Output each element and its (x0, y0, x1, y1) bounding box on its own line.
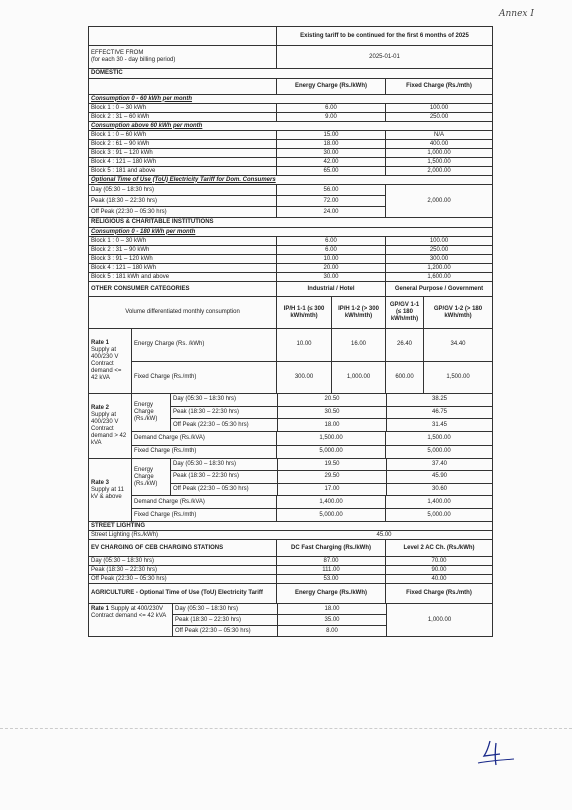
block-row (88, 255, 493, 264)
domestic-tou-group (88, 185, 493, 218)
general-value: 46.75 (386, 407, 492, 419)
gp-gv-1-2-header: GP/GV 1-2 (> 180 kWh/mth) (423, 297, 492, 328)
tou-row (171, 470, 492, 482)
block-fixed: N/A (385, 131, 492, 139)
street-value: 45.00 (376, 531, 392, 538)
block-label: Block 4 : 121 – 180 kWh (91, 158, 157, 165)
block-row (88, 140, 493, 149)
domestic-sub2-row (88, 122, 493, 131)
effective-from-row (88, 46, 493, 69)
tou-row (171, 394, 492, 406)
ev-rows (88, 557, 493, 584)
demand-charge-row (132, 495, 492, 508)
block-energy: 15.00 (276, 131, 385, 139)
agri-fixed: 1,000.00 (386, 604, 492, 636)
other-rate2-group (88, 394, 493, 459)
block-label: Block 1 : 0 – 30 kWh (91, 237, 147, 244)
other-subheader-row (88, 297, 493, 329)
agri-row (173, 604, 386, 614)
ev-dc-value: 87.00 (276, 557, 385, 565)
header-title-row (88, 26, 493, 46)
fixed-charge-label: Fixed Charge (Rs./mth) (134, 448, 197, 455)
block-fixed: 250.00 (385, 113, 492, 121)
block-energy: 10.00 (276, 255, 385, 263)
tou-energy: 56.00 (276, 185, 385, 195)
tou-row (89, 195, 385, 206)
street-title-row (88, 522, 493, 531)
domestic-sub1-row (88, 95, 493, 104)
tou-label: Peak (18:30 – 22:30 hrs) (91, 197, 158, 204)
ev-dc-value: 53.00 (276, 575, 385, 583)
domestic-sub3: Optional Time of Use (ToU) Electricity Tariff for Dom. Consumers (91, 176, 276, 183)
tou-row (89, 206, 385, 217)
tou-label: Off Peak (22:30 – 05:30 hrs) (173, 485, 249, 492)
industrial-value: 5,000.00 (276, 509, 385, 521)
effective-from-label: EFFECTIVE FROM (91, 50, 144, 56)
religious-title: RELIGIOUS & CHARITABLE INSTITUTIONS (91, 219, 214, 225)
block-row (88, 246, 493, 255)
general-value: 38.25 (386, 394, 492, 406)
other-rate1-energy-label: Energy Charge (Rs. /kWh) (134, 341, 205, 348)
energy-charge-label: Energy Charge (Rs./kW) (134, 466, 158, 487)
block-fixed: 1,000.00 (385, 149, 492, 157)
industrial-value: 30.50 (277, 407, 386, 419)
block-energy: 65.00 (276, 167, 385, 175)
ev-label: Off Peak (22:30 – 05:30 hrs) (91, 575, 167, 582)
ev-title-row (88, 540, 493, 557)
block-energy: 9.00 (276, 113, 385, 121)
general-value: 1,500.00 (385, 432, 492, 444)
domestic-tou-fixed: 2,000.00 (385, 185, 492, 217)
other-title: OTHER CONSUMER CATEGORIES (91, 285, 190, 292)
annex-label: Annex I (499, 9, 534, 19)
ip-h-1-2-header: IP/H 1-2 (> 300 kWh/mth) (331, 297, 385, 328)
industrial-value: 19.50 (277, 459, 386, 470)
tou-label: Day (05:30 – 18:30 hrs) (91, 186, 155, 193)
general-value: 31.45 (386, 419, 492, 431)
block-energy: 18.00 (276, 140, 385, 148)
effective-date: 2025-01-01 (276, 46, 492, 68)
ev-row (88, 566, 493, 575)
ev-ac-value: 90.00 (385, 566, 492, 574)
block-fixed: 300.00 (385, 255, 492, 263)
agri-energy: 35.00 (277, 615, 386, 625)
other-title-row (88, 282, 493, 297)
block-label: Block 1 : 0 – 60 kWh (91, 131, 147, 138)
other-rate3-title: Rate 3 (91, 479, 110, 486)
rate1-fixed-ip1: 300.00 (276, 362, 331, 394)
tou-row (171, 483, 492, 495)
tou-label: Peak (18:30 – 22:30 hrs) (173, 409, 240, 416)
street-title: STREET LIGHTING (91, 522, 145, 529)
other-rate3-group (88, 459, 493, 522)
domestic-sub3-row (88, 176, 493, 185)
block-fixed: 100.00 (385, 104, 492, 112)
block-label: Block 4 : 121 – 180 kWh (91, 264, 157, 271)
block-label: Block 2 : 31 – 90 kWh (91, 246, 150, 253)
general-value: 37.40 (386, 459, 492, 470)
tou-energy: 24.00 (276, 207, 385, 217)
domestic-blocks1 (88, 104, 493, 122)
general-value: 30.60 (386, 484, 492, 495)
domestic-sub2: Consumption above 60 kWh per month (91, 122, 203, 129)
ip-h-1-1-header: IP/H 1-1 (≤ 300 kWh/mth) (276, 297, 331, 328)
block-energy: 30.00 (276, 149, 385, 157)
agri-energy-header: Energy Charge (Rs./kWh) (276, 584, 385, 603)
block-label: Block 5 : 181 and above (91, 167, 156, 174)
domestic-energy-header: Energy Charge (Rs./kWh) (276, 79, 385, 94)
tou-label: Peak (18:30 – 22:30 hrs) (173, 473, 240, 480)
block-energy: 30.00 (276, 273, 385, 281)
block-fixed: 1,600.00 (385, 273, 492, 281)
handwritten-mark (476, 737, 516, 771)
religious-blocks (88, 237, 493, 282)
block-energy: 6.00 (276, 104, 385, 112)
block-label: Block 3 : 91 – 120 kWh (91, 255, 153, 262)
billing-period-label: (for each 30 - day billing period) (91, 57, 176, 63)
industrial-value: 1,500.00 (276, 432, 385, 444)
domestic-sub1: Consumption 0 - 60 kWh per month (91, 95, 193, 102)
other-rate1-title: Rate 1 (91, 340, 110, 346)
tou-energy: 72.00 (276, 196, 385, 206)
agri-row (173, 614, 386, 625)
general-value: 5,000.00 (385, 446, 492, 458)
industrial-header: Industrial / Hotel (276, 282, 385, 296)
religious-title-row (88, 218, 493, 228)
ev-ac-value: 70.00 (385, 557, 492, 565)
fixed-charge-label: Fixed Charge (Rs./mth) (134, 511, 197, 518)
tou-label: Off Peak (22:30 – 05:30 hrs) (173, 421, 249, 428)
energy-charge-group (132, 459, 492, 495)
rate1-energy-gp1: 26.40 (385, 329, 423, 361)
header-title: Existing tariff to be continued for the first 6 months of 2025 (276, 27, 492, 45)
block-fixed: 400.00 (385, 140, 492, 148)
other-rate1-desc: Supply at 400/230 V Contract demand <= 42 kVA (91, 347, 122, 381)
block-row (88, 273, 493, 282)
block-row (88, 149, 493, 158)
domestic-title: DOMESTIC (91, 70, 123, 76)
tou-row (171, 418, 492, 431)
energy-charge-group (132, 394, 492, 431)
block-row (88, 264, 493, 273)
agri-row (173, 625, 386, 636)
rate1-fixed-gp1: 600.00 (385, 362, 423, 394)
tou-row (171, 459, 492, 470)
block-label: Block 5 : 181 kWh and above (91, 273, 170, 280)
ev-row (88, 575, 493, 584)
block-label: Block 3 : 91 – 120 kWh (91, 149, 153, 156)
general-value: 45.90 (386, 471, 492, 482)
other-rate1-fixed-row (132, 361, 492, 394)
block-energy: 6.00 (276, 246, 385, 254)
agri-rate1-group (88, 604, 493, 637)
fixed-charge-row (132, 508, 492, 521)
tou-label: Day (05:30 – 18:30 hrs) (173, 396, 237, 403)
street-row (88, 531, 493, 540)
domestic-title-row (88, 69, 493, 79)
agri-rate1-title: Rate 1 (91, 606, 110, 612)
domestic-header-row (88, 79, 493, 95)
street-label: Street Lighting (Rs./kWh) (91, 531, 159, 538)
tariff-table (88, 26, 493, 637)
demand-charge-label: Demand Charge (Rs./kVA) (134, 434, 205, 441)
ev-row (88, 557, 493, 566)
block-row (88, 104, 493, 113)
industrial-value: 1,400.00 (276, 496, 385, 508)
industrial-value: 5,000.00 (276, 446, 385, 458)
agri-energy: 18.00 (277, 604, 386, 614)
agri-label: Peak (18:30 – 22:30 hrs) (175, 616, 242, 623)
industrial-value: 20.50 (277, 394, 386, 406)
energy-charge-label: Energy Charge (Rs./kW) (134, 402, 158, 423)
gp-gv-1-1-header: GP/GV 1-1 (≤ 180 kWh/mth) (385, 297, 423, 328)
agri-label: Off Peak (22:30 – 05:30 hrs) (175, 627, 251, 634)
rate1-fixed-ip2: 1,000.00 (331, 362, 385, 394)
demand-charge-label: Demand Charge (Rs./kVA) (134, 498, 205, 505)
agri-title-row (88, 584, 493, 604)
agri-title: AGRICULTURE - Optional Time of Use (ToU) Electricity Tariff (91, 590, 263, 596)
page-divider (0, 728, 572, 730)
demand-charge-row (132, 431, 492, 444)
agri-label: Day (05:30 – 18:30 hrs) (175, 605, 239, 612)
block-label: Block 2 : 61 – 90 kWh (91, 140, 150, 147)
domestic-fixed-header: Fixed Charge (Rs./mth) (385, 79, 492, 94)
block-energy: 42.00 (276, 158, 385, 166)
rate1-energy-ip1: 10.00 (276, 329, 331, 361)
religious-sub: Consumption 0 - 180 kWh per month (91, 228, 196, 235)
tou-label: Day (05:30 – 18:30 hrs) (173, 461, 237, 468)
other-rate2-title: Rate 2 (91, 405, 110, 411)
block-fixed: 1,200.00 (385, 264, 492, 272)
fixed-charge-row (132, 445, 492, 458)
ev-ac-header: Level 2 AC Ch. (Rs./kWh) (385, 540, 492, 556)
general-value: 5,000.00 (385, 509, 492, 521)
block-row (88, 158, 493, 167)
block-fixed: 2,000.00 (385, 167, 492, 175)
block-energy: 20.00 (276, 264, 385, 272)
tou-row (89, 185, 385, 195)
agri-energy: 8.00 (277, 626, 386, 636)
ev-label: Day (05:30 – 18:30 hrs) (91, 557, 155, 564)
rate1-fixed-gp2: 1,500.00 (423, 362, 492, 394)
industrial-value: 18.00 (277, 419, 386, 431)
industrial-value: 29.50 (277, 471, 386, 482)
block-fixed: 1,500.00 (385, 158, 492, 166)
other-rate1-fixed-label: Fixed Charge (Rs./mth) (134, 373, 197, 380)
other-rate1-group (88, 329, 493, 394)
block-row (88, 167, 493, 176)
agri-fixed-header: Fixed Charge (Rs./mth) (385, 584, 492, 603)
rate1-energy-ip2: 16.00 (331, 329, 385, 361)
block-fixed: 250.00 (385, 246, 492, 254)
tou-row (171, 406, 492, 419)
tou-label: Off Peak (22:30 – 05:30 hrs) (91, 208, 167, 215)
ev-title: EV CHARGING OF CEB CHARGING STATIONS (91, 544, 224, 551)
general-header: General Purpose / Government (385, 282, 492, 296)
block-label: Block 1 : 0 – 30 kWh (91, 104, 147, 111)
other-rate2-desc: Supply at 400/230 V Contract demand > 42 kVA (91, 412, 127, 446)
block-energy: 6.00 (276, 237, 385, 245)
ev-dc-header: DC Fast Charging (Rs./kWh) (276, 540, 385, 556)
block-row (88, 237, 493, 246)
block-row (88, 131, 493, 140)
block-fixed: 100.00 (385, 237, 492, 245)
rate1-energy-gp2: 34.40 (423, 329, 492, 361)
general-value: 1,400.00 (385, 496, 492, 508)
agri-rate1-desc: Supply at 400/230V Contract demand <= 42 kVA (91, 606, 167, 619)
ev-label: Peak (18:30 – 22:30 hrs) (91, 566, 158, 573)
volume-label: Volume differentiated monthly consumption (125, 309, 240, 315)
ev-ac-value: 40.00 (385, 575, 492, 583)
industrial-value: 17.00 (277, 484, 386, 495)
domestic-blocks2 (88, 131, 493, 176)
other-rate1-energy-row (132, 329, 492, 361)
other-rate3-desc: Supply at 11 kV & above (91, 486, 124, 500)
ev-dc-value: 111.00 (276, 566, 385, 574)
religious-sub-row (88, 228, 493, 237)
block-label: Block 2 : 31 – 60 kWh (91, 113, 150, 120)
block-row (88, 113, 493, 122)
